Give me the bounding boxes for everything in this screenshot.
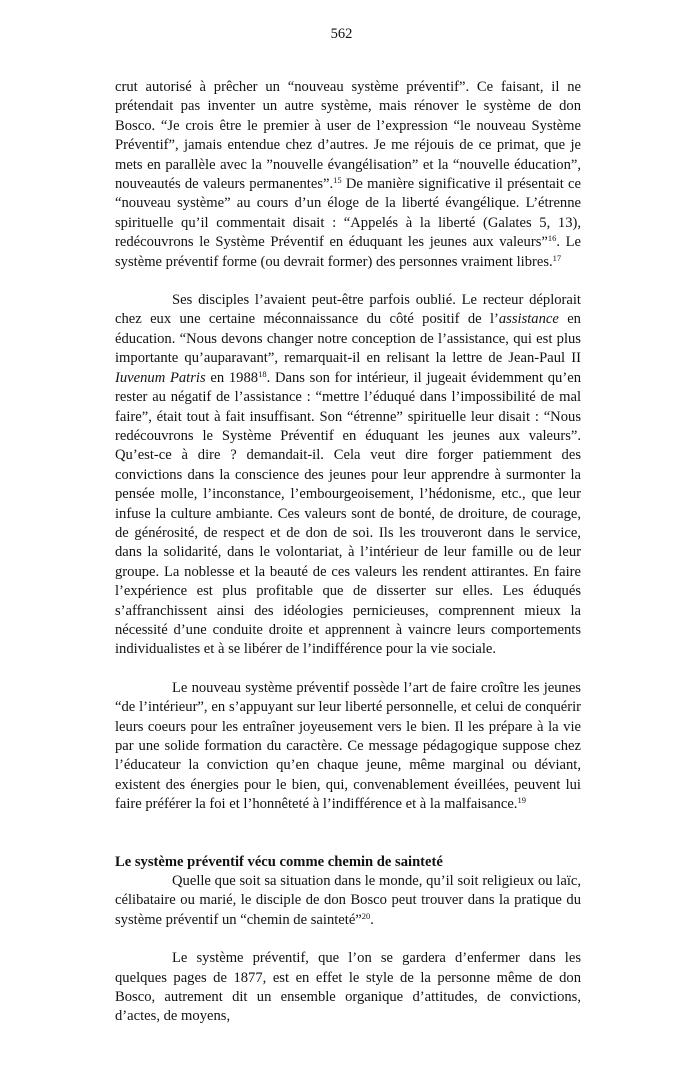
footnote-ref-15: 15: [333, 175, 342, 186]
text-run: . Dans son for intérieur, il jugeait évidemment qu’en rester au négatif de l’assistance : “mettre l’éduqué dans l’impossibilité de mal faire”, était tout à fait insuffisant. Son “étrenne” spirituelle leur disait : “Nous redécouvrons le Système Préventif en éduquant les jeunes aux valeurs”. Qu’est-ce à dire ? demandait-il. Cela veut dire forger patiemment des convictions dans la conscience des jeunes pour leur apprendre à surmonter la pensée molle, l’inconstance, l’embourgeoisement, l’hédonisme, etc., que leur infuse la culture ambiante. Ces valeurs sont de bonté, de droiture, de courage, de générosité, de respect et de don de soi. Ils les trouveront dans le service, dans la solidarité, dans le volontariat, à l’intérieur de leur famille ou de leur groupe. La noblesse et la beauté de ces valeurs les rendent attirantes. En faire l’expérience est plus profitable que de disserter sur elles. Les éduqués s’affranchissent ainsi des idéologies pernicieuses, comprennent mieux la nécessité d’une conduite droite et apprennent à vaincre leurs comportements individualistes et à se libérer de l’indifférence pour la vie sociale.: [115, 369, 581, 658]
text-run: De manière significative il présentait ce “nouveau système” au cours d’un éloge de la liberté évangélique. L’étrenne spirituelle qu’il commentait disait : “Appelés à la liberté (Galates 5, 13), redécouvrons le Système Préventif en éduquant les jeunes aux valeurs”: [115, 176, 581, 251]
section-heading: Le système préventif vécu comme chemin de sainteté: [115, 853, 443, 870]
footnote-ref-18: 18: [258, 368, 267, 379]
italic-term: assistance: [498, 311, 559, 328]
footnote-ref-20: 20: [361, 910, 371, 921]
footnote-ref-17: 17: [552, 252, 562, 263]
text-run: .: [370, 911, 374, 928]
page-number: 562: [330, 26, 353, 42]
text-run: Ses disciples l’avaient peut-être parfois oublié. Le recteur déplorait chez eux une certaine méconnaissance du côté positif de l’: [115, 292, 581, 328]
paragraph-5: [115, 949, 581, 1027]
footnote-ref-16: 16: [547, 233, 557, 244]
paragraph-2: [115, 291, 581, 660]
text-run: en éducation. “Nous devons changer notre conception de l’assistance, qui est plus importante qu’auparavant”, remarquait-il en relisant la lettre de Jean-Paul II: [115, 311, 581, 367]
text-run: Le système préventif, que l’on se gardera d’enfermer dans les quelques pages de 1877, est en effet le style de la personne même de don Bosco, autrement dit un ensemble organique d’attitudes, de convictions, d’actes, de moyens,: [115, 950, 581, 1025]
footnote-ref-19: 19: [517, 795, 526, 806]
text-run: Le nouveau système préventif possède l’art de faire croître les jeunes “de l’intérieur”, en s’appuyant sur leur liberté personnelle, et celui de conquérir leurs coeurs pour les entraîner joyeusement vers le bien. Il les prépare à la vie par une solide formation du caractère. Ce message pédagogique suppose chez l’éducateur la conviction qu’en chaque jeune, même marginal ou déviant, existent des énergies pour le bien, qui, convenablement éveillées, peuvent lui faire préférer la foi et l’honnêteté à l’indifférence et à la malfaisance.: [115, 679, 581, 813]
body-text: [115, 78, 581, 1027]
paragraph-3: [115, 679, 581, 815]
italic-title: Iuvenum Patris: [115, 369, 206, 386]
paragraph-1: [115, 78, 581, 272]
text-run: en 1988: [205, 369, 259, 386]
text-run: Quelle que soit sa situation dans le monde, qu’il soit religieux ou laïc, célibataire ou marié, le disciple de don Bosco peut trouver dans la pratique du système préventif un “chemin de sainteté”: [115, 873, 581, 928]
paragraph-4: [115, 872, 581, 930]
text-run: crut autorisé à prêcher un “nouveau système préventif”. Ce faisant, il ne prétendait pas inventer un autre système, mais rénover le système de don Bosco. “Je crois être le premier à user de l’expression “le nouveau Système Préventif”, jamais entendue chez d’autres. Je me réjouis de ce primat, que je mets en parallèle avec la ”nouvelle évangélisation” et la “nouvelle éducation”, nouveautés de valeurs permanentes”.: [115, 79, 581, 193]
text-run: . Le système préventif forme (ou devrait former) des personnes vraiment libres.: [115, 234, 581, 270]
